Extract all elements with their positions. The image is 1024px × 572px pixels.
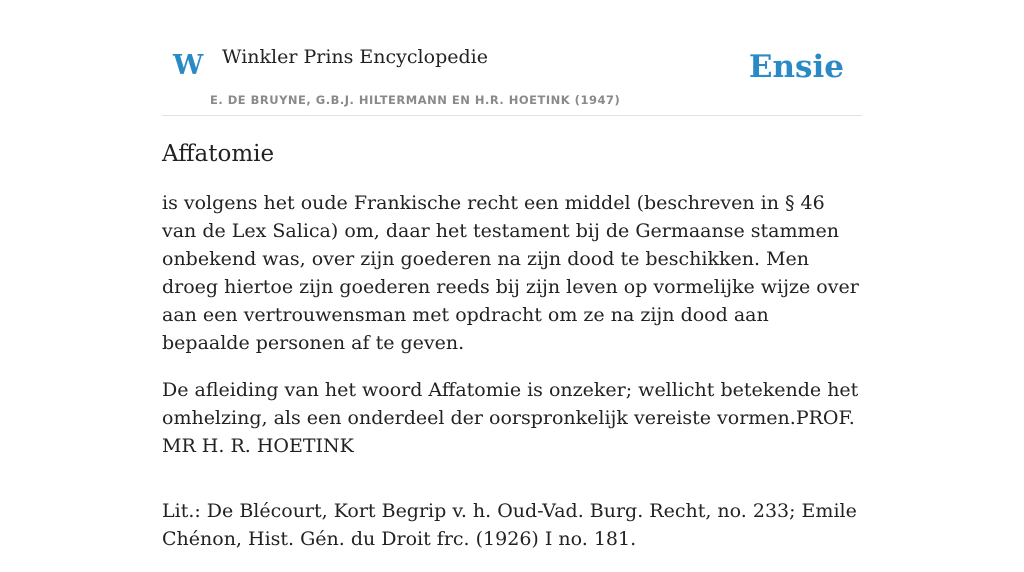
article <box>162 139 862 572</box>
ensie-logo[interactable]: Ensie <box>748 49 844 85</box>
encyclopedia-authors: E. DE BRUYNE, G.B.J. HILTERMANN EN H.R. HOETINK (1947) <box>210 93 621 107</box>
literature-references: Lit.: De Blécourt, Kort Begrip v. h. Oud-Vad. Burg. Recht, no. 233; Emile Chénon, Hist. Gén. du Droit frc. (1926) I no. 181. <box>162 500 857 550</box>
article-title: Affatomie <box>162 141 275 167</box>
encyclopedia-logo-icon[interactable]: W <box>173 50 204 81</box>
article-paragraph: is volgens het oude Frankische recht een middel (beschreven in § 46 van de Lex Salica) om, daar het testament bij de Germaanse stammen onbekend was, over zijn goederen na zijn dood te beschikken. Men droeg hiertoe zijn goederen reeds bij zijn leven op vormelijke wijze over aan een vertrouwensman met opdracht om ze na zijn dood aan bepaalde personen af te geven. <box>162 192 859 354</box>
site-header <box>162 0 862 116</box>
article-paragraph: De afleiding van het woord Affatomie is onzeker; wellicht betekende het omhelzing, als een onderdeel der oorspronkelijk vereiste vormen.PROF. MR H. R. HOETINK <box>162 379 859 457</box>
page <box>162 0 862 550</box>
encyclopedia-title-link[interactable]: Winkler Prins Encyclopedie <box>222 46 488 68</box>
